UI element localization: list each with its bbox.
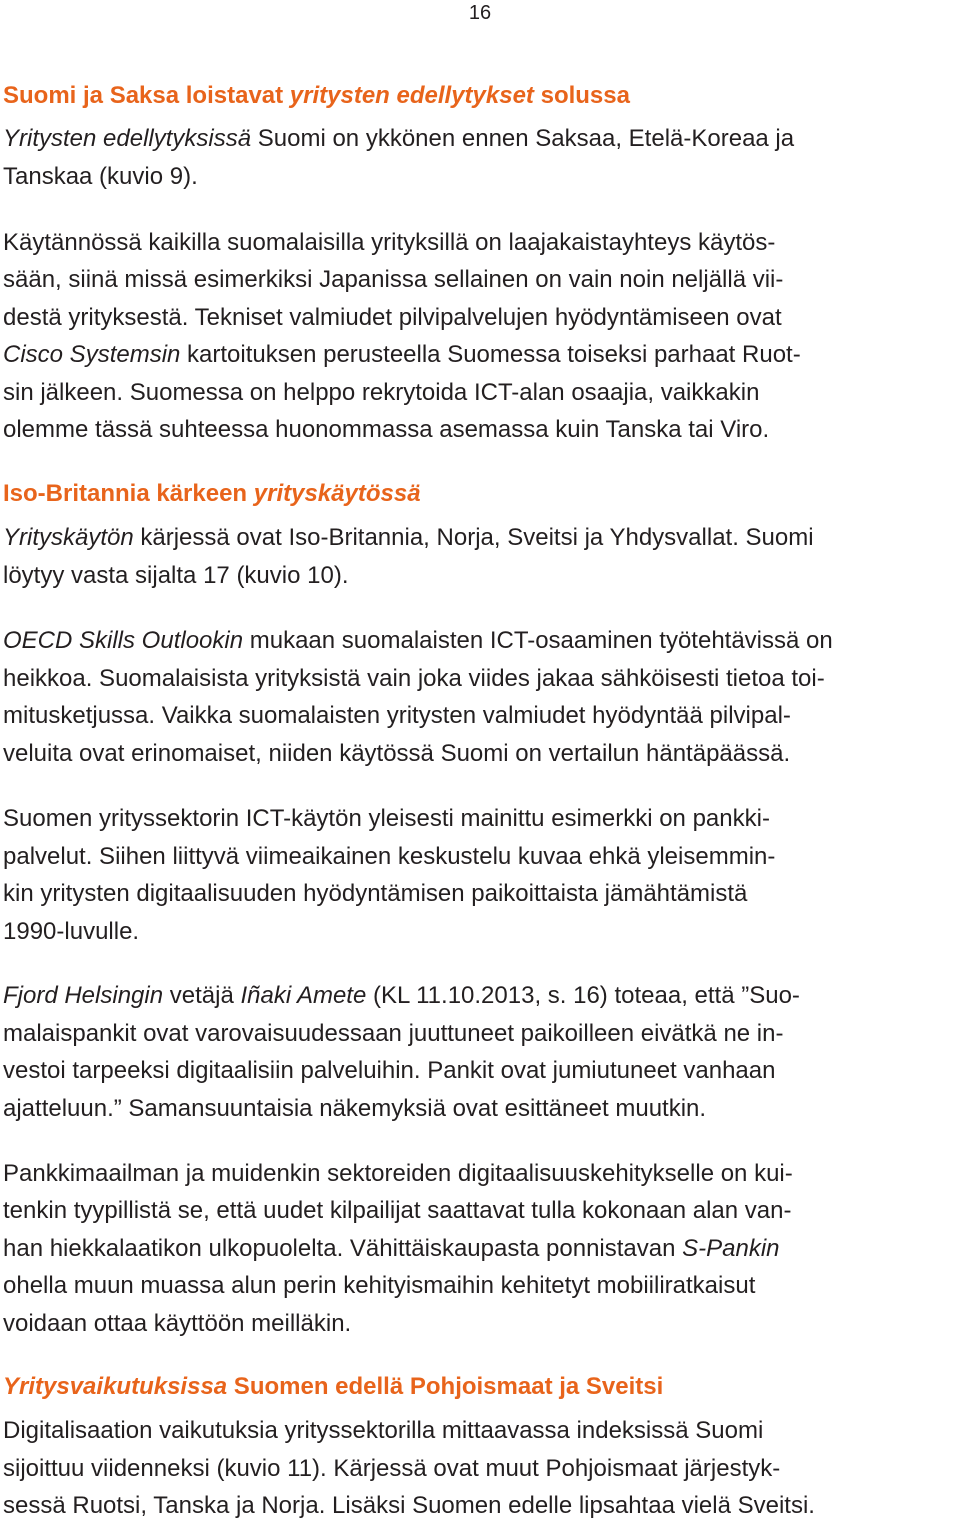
section-heading	[3, 1370, 957, 1404]
text-line	[3, 226, 957, 260]
text-run: sessä Ruotsi, Tanska ja Norja. Lisäksi Suomen edelle lipsahtaa vielä Sveitsi.	[3, 1492, 815, 1519]
text-run: sijoittuu viidenneksi (kuvio 11). Kärjessä ovat muut Pohjoismaat järjestyk-	[3, 1455, 781, 1482]
text-line	[3, 662, 957, 696]
text-run: voidaan ottaa käyttöön meilläkin.	[3, 1310, 352, 1337]
text-run: Digitalisaation vaikutuksia yrityssektorilla mittaavassa indeksissä Suomi	[3, 1417, 764, 1444]
text-line	[3, 122, 957, 156]
italic-text-run: Yritysten edellytyksissä	[3, 125, 252, 152]
text-run: löytyy vasta sijalta 17 (kuvio 10).	[3, 562, 349, 589]
text-line	[3, 376, 957, 410]
text-run: heikkoa. Suomalaisista yrityksistä vain joka viides jakaa sähköisesti tietoa toi-	[3, 665, 825, 692]
text-line	[3, 1157, 957, 1191]
text-run: mitusketjussa. Vaikka suomalaisten yritysten valmiudet hyödyntää pilvipal-	[3, 702, 791, 729]
text-run: Suomen edellä Pohjoismaat ja Sveitsi	[227, 1373, 664, 1400]
italic-text-run: Fjord Helsingin	[3, 982, 164, 1009]
text-line	[3, 1017, 957, 1051]
text-line	[3, 877, 957, 911]
italic-text-run: S-Pankin	[682, 1235, 780, 1262]
text-line	[3, 413, 957, 447]
text-run: Pankkimaailman ja muidenkin sektoreiden digitaalisuuskehitykselle on kui-	[3, 1160, 793, 1187]
text-line	[3, 160, 957, 194]
text-run: kärjessä ovat Iso-Britannia, Norja, Sveitsi ja Yhdysvallat. Suomi	[133, 524, 814, 551]
text-line	[3, 263, 957, 297]
text-line	[3, 1489, 957, 1523]
italic-text-run: Yritysvaikutuksissa	[3, 1373, 228, 1400]
text-run: kin yritysten digitaalisuuden hyödyntämisen paikoittaista jämähtämistä	[3, 880, 748, 907]
italic-text-run: Iñaki Amete	[240, 982, 367, 1009]
text-run: Suomi on ykkönen ennen Saksaa, Etelä-Koreaa ja	[251, 125, 795, 152]
text-run: mukaan suomalaisten ICT-osaaminen työtehtävissä on	[243, 627, 833, 654]
text-run: Iso-Britannia kärkeen	[3, 480, 254, 507]
text-line	[3, 624, 957, 658]
section-heading	[3, 79, 957, 113]
text-line	[3, 699, 957, 733]
text-run: Suomi ja Saksa loistavat	[3, 82, 290, 109]
text-line	[3, 737, 957, 771]
text-run: destä yrityksestä. Tekniset valmiudet pilvipalvelujen hyödyntämiseen ovat	[3, 304, 782, 331]
text-line	[3, 1452, 957, 1486]
text-run: kartoituksen perusteella Suomessa toiseksi parhaat Ruot-	[180, 341, 801, 368]
text-run: Käytännössä kaikilla suomalaisilla yrityksillä on laajakaistayhteys käytös-	[3, 229, 776, 256]
italic-text-run: yritysten edellytykset	[289, 82, 534, 109]
section-heading	[3, 477, 957, 511]
page-number: 16	[468, 2, 492, 24]
text-line	[3, 1232, 957, 1266]
text-line	[3, 1194, 957, 1228]
text-line	[3, 979, 957, 1013]
text-line	[3, 559, 957, 593]
text-run: olemme tässä suhteessa huonommassa asemassa kuin Tanska tai Viro.	[3, 416, 770, 443]
text-run: malaispankit ovat varovaisuudessaan juuttuneet paikoilleen eivätkä ne in-	[3, 1020, 784, 1047]
text-run: Tanskaa (kuvio 9).	[3, 163, 198, 190]
text-run: sään, siinä missä esimerkiksi Japanissa sellainen on vain noin neljällä vii-	[3, 266, 784, 293]
text-line	[3, 840, 957, 874]
text-run: (KL 11.10.2013, s. 16) toteaa, että ”Suo-	[366, 982, 800, 1009]
text-line	[3, 1307, 957, 1341]
text-line	[3, 1414, 957, 1448]
text-run: vestoi tarpeeksi digitaalisiin palveluihin. Pankit ovat jumiutuneet vanhaan	[3, 1057, 776, 1084]
text-run: sin jälkeen. Suomessa on helppo rekrytoida ICT-alan osaajia, vaikkakin	[3, 379, 760, 406]
text-run: ajatteluun.” Samansuuntaisia näkemyksiä ovat esittäneet muutkin.	[3, 1095, 707, 1122]
text-line	[3, 1054, 957, 1088]
text-run: han hiekkalaatikon ulkopuolelta. Vähittäiskaupasta ponnistavan	[3, 1235, 683, 1262]
text-line	[3, 915, 957, 949]
text-run: 1990-luvulle.	[3, 918, 140, 945]
italic-text-run: Yrityskäytön	[3, 524, 134, 551]
text-run: solussa	[533, 82, 630, 109]
text-run: palvelut. Siihen liittyvä viimeaikainen keskustelu kuvaa ehkä yleisemmin-	[3, 843, 776, 870]
text-line	[3, 802, 957, 836]
italic-text-run: OECD Skills Outlookin	[3, 627, 244, 654]
text-run: tenkin tyypillistä se, että uudet kilpailijat saattavat tulla kokonaan alan van-	[3, 1197, 792, 1224]
italic-text-run: Cisco Systemsin	[3, 341, 181, 368]
text-run: ohella muun muassa alun perin kehityismaihin kehitetyt mobiiliratkaisut	[3, 1272, 756, 1299]
text-line	[3, 1092, 957, 1126]
text-run: veluita ovat erinomaiset, niiden käytössä Suomi on vertailun häntäpäässä.	[3, 740, 791, 767]
text-run: Suomen yrityssektorin ICT-käytön yleisesti mainittu esimerkki on pankki-	[3, 805, 770, 832]
text-line	[3, 301, 957, 335]
text-run: vetäjä	[163, 982, 241, 1009]
italic-text-run: yrityskäytössä	[253, 480, 421, 507]
text-line	[3, 338, 957, 372]
text-line	[3, 521, 957, 555]
text-line	[3, 1269, 957, 1303]
